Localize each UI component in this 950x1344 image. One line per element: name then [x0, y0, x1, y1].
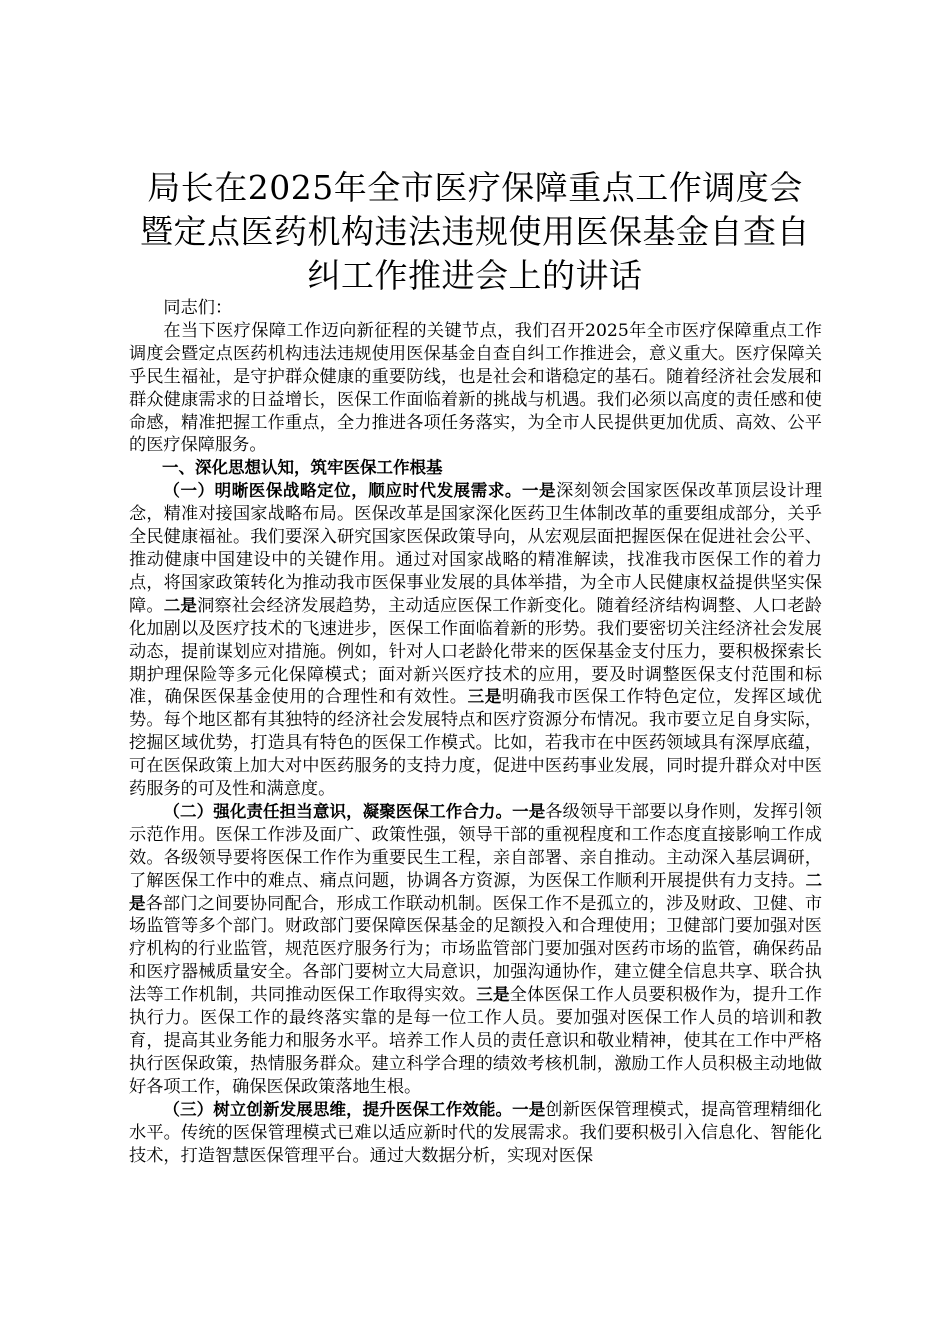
document-body: [129, 297, 822, 1167]
intro-paragraph: 在当下医疗保障工作迈向新征程的关键节点，我们召开2025年全市医疗保障重点工作调度会暨定点医药机构违法违规使用医保基金自查自纠工作推进会，意义重大。医疗保障关乎民生福祉，是守护群众健康的重要防线，也是社会和谐稳定的基石。随着经济社会发展和群众健康需求的日益增长，医保工作面临着新的挑战与机遇。我们必须以高度的责任感和使命感，精准把握工作重点，全力推进各项任务落实，为全市人民提供更加优质、高效、公平的医疗保障服务。: [129, 320, 822, 456]
point-label: 三是: [476, 985, 510, 1005]
point-text: 明确我市医保工作特色定位，发挥区域优势。每个地区都有其独特的经济社会发展特点和医疗资源分布情况。我市要立足自身实际，挖掘区域优势，打造具有特色的医保工作模式。比如，若我市在中医药领域具有深厚底蕴，可在医保政策上加大对中医药服务的支持力度，促进中医药事业发展，同时提升群众对中医药服务的可及性和满意度。: [129, 687, 822, 800]
subsection-2-heading: （二）强化责任担当意识，凝聚医保工作合力。: [163, 801, 513, 821]
point-label: 二是: [163, 595, 198, 615]
point-label: 二是: [129, 870, 822, 913]
document-title: [120, 166, 830, 298]
point-text: 各部门之间要协同配合，形成工作联动机制。医保工作不是孤立的，涉及财政、卫健、市场监管等多个部门。财政部门要保障医保基金的足额投入和合理使用；卫健部门要加强对医疗机构的行业监管，规范医疗服务行为；市场监管部门要加强对医药市场的监管，确保药品和医疗器械质量安全。各部门要树立大局意识，加强沟通协作，建立健全信息共享、联合执法等工作机制，共同推动医保工作取得实效。: [129, 893, 823, 1006]
point-label: 三是: [467, 687, 502, 707]
section-3-paragraph: [129, 1099, 822, 1168]
title-line-2: 暨定点医药机构违法违规使用医保基金自查自: [140, 212, 810, 251]
title-line-1: 局长在2025年全市医疗保障重点工作调度会: [147, 168, 803, 207]
point-label: 一是: [512, 801, 546, 821]
point-text: 各级领导干部要以身作则，发挥引领示范作用。医保工作涉及面广、政策性强，领导干部的重视程度和工作态度直接影响工作成效。各级领导要将医保工作作为重要民生工程，亲自部署、亲自推动。主动深入基层调研，了解医保工作中的难点、痛点问题，协调各方资源，为医保工作顺利开展提供有力支持。: [129, 801, 822, 891]
subsection-3-heading: （三）树立创新发展思维，提升医保工作效能。: [163, 1099, 513, 1119]
subsection-1-heading: （一）明晰医保战略定位，顺应时代发展需求。: [163, 481, 522, 501]
point-text: 深刻领会国家医保改革顶层设计理念，精准对接国家战略布局。医保改革是国家深化医药卫生体制改革的重要组成部分，关乎全民健康福祉。我们要深入研究国家医保政策导向，从宏观层面把握医保在促进社会公平、推动健康中国建设中的关键作用。通过对国家战略的精准解读，找准我市医保工作的着力点，将国家政策转化为推动我市医保事业发展的具体举措，为全市人民健康权益提供坚实保障。: [129, 481, 823, 616]
point-label: 一是: [521, 481, 557, 501]
point-text: 创新医保管理模式，提高管理精细化水平。传统的医保管理模式已难以适应新时代的发展需求。我们要积极引入信息化、智能化技术，打造智慧医保管理平台。通过大数据分析，实现对医保: [129, 1099, 822, 1166]
title-line-3: 纠工作推进会上的讲话: [307, 256, 643, 295]
point-text: 洞察社会经济发展趋势，主动适应医保工作新变化。随着经济结构调整、人口老龄化加剧以及医疗技术的飞速进步，医保工作面临着新的形势。我们要密切关注经济社会发展动态，提前谋划应对措施。例如，针对人口老龄化带来的医保基金支付压力，要积极探索长期护理保险等多元化保障模式；面对新兴医疗技术的应用，要及时调整医保支付范围和标准，确保医保基金使用的合理性和有效性。: [129, 595, 822, 708]
section-1-paragraph: [129, 480, 822, 801]
section-heading-1: 一、深化思想认知，筑牢医保工作根基: [162, 458, 443, 478]
point-text: 全体医保工作人员要积极作为，提升工作执行力。医保工作的最终落实靠的是每一位工作人员。要加强对医保工作人员的培训和教育，提高其业务能力和服务水平。培养工作人员的责任意识和敬业精神，使其在工作中严格执行医保政策，热情服务群众。建立科学合理的绩效考核机制，激励工作人员积极主动地做好各项工作，确保医保政策落地生根。: [129, 985, 822, 1097]
point-label: 一是: [512, 1099, 546, 1119]
section-2-paragraph: [129, 801, 822, 1099]
salutation: 同志们：: [163, 298, 233, 318]
